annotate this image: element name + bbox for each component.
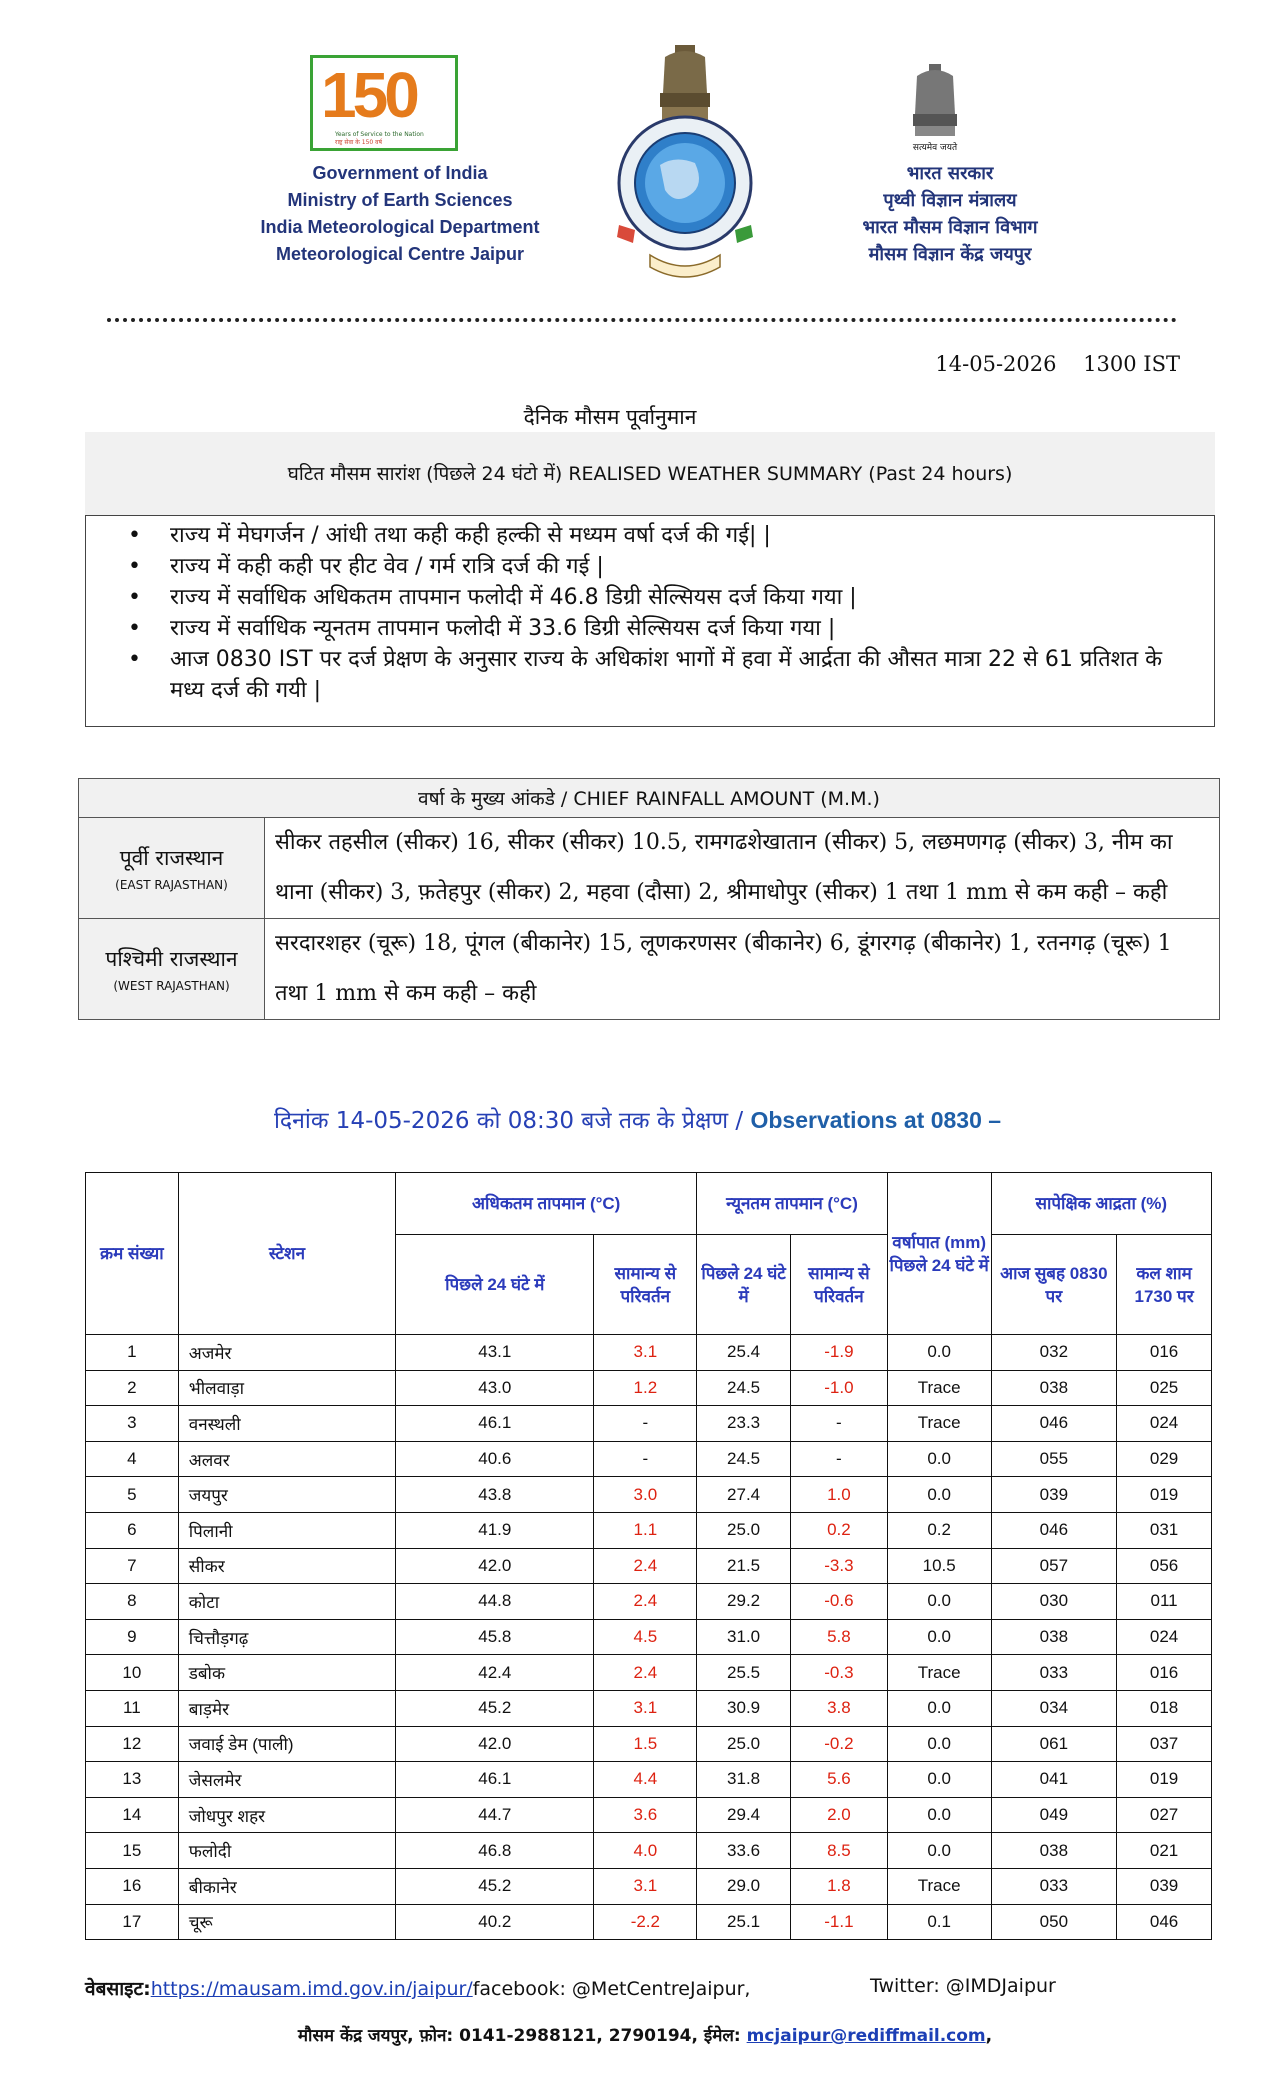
hindi-heading [800, 160, 1100, 268]
cell-min-departure: -0.6 [790, 1584, 887, 1620]
twitter-handle: Twitter: @IMDJaipur [870, 1975, 1056, 1997]
cell-rainfall: 0.0 [887, 1797, 991, 1833]
table-row [86, 1726, 1212, 1762]
cell-rainfall: 0.0 [887, 1477, 991, 1513]
col-sno: क्रम संख्या [86, 1173, 179, 1335]
cell-rh-0830: 050 [991, 1904, 1117, 1940]
cell-rainfall: 0.0 [887, 1762, 991, 1798]
cell-min-departure: -0.3 [790, 1655, 887, 1691]
cell-max-temp: 40.6 [396, 1441, 594, 1477]
bullet-icon: • [128, 647, 141, 672]
cell-max-temp: 45.8 [396, 1619, 594, 1655]
cell-max-departure: 1.2 [594, 1370, 697, 1406]
list-item: • आज 0830 IST पर दर्ज प्रेक्षण के अनुसार राज्य के अधिकांश भागों में हवा में आर्द्रता की औसत मात्रा 22 से 61 प्रतिशत के मध्य दर्ज की गयी | [120, 644, 1200, 706]
heading-line: Ministry of Earth Sciences [287, 190, 513, 210]
forecast-title: दैनिक मौसम पूर्वानुमान [523, 405, 697, 429]
cell-sno: 17 [86, 1904, 179, 1940]
cell-rh-1730: 024 [1117, 1619, 1212, 1655]
heading-line: मौसम विज्ञान केंद्र जयपुर [868, 244, 1032, 265]
cell-sno: 6 [86, 1512, 179, 1548]
col-max-temp: अधिकतम तापमान (°C) [396, 1173, 697, 1235]
cell-rainfall: 0.1 [887, 1904, 991, 1940]
imd-emblem-logo [605, 45, 765, 280]
cell-sno: 4 [86, 1441, 179, 1477]
cell-min-temp: 25.0 [697, 1512, 791, 1548]
cell-max-temp: 45.2 [396, 1690, 594, 1726]
region-west [79, 919, 265, 1020]
cell-station: भीलवाड़ा [178, 1370, 395, 1406]
imd-150-years-logo [310, 55, 458, 151]
cell-rh-1730: 021 [1117, 1833, 1212, 1869]
observations-title [100, 1103, 1175, 1135]
cell-rh-0830: 049 [991, 1797, 1117, 1833]
list-item: • राज्य में मेघगर्जन / आंधी तथा कही कही हल्की से मध्यम वर्षा दर्ज की गई| | [120, 520, 1200, 551]
cell-station: सीकर [178, 1548, 395, 1584]
heading-line: Government of India [312, 163, 488, 183]
website-link[interactable]: https://mausam.imd.gov.in/jaipur/ [150, 1978, 473, 2000]
cell-sno: 10 [86, 1655, 179, 1691]
contact-text: मौसम केंद्र जयपुर, फ़ोन: 0141-2988121, 2790194, ईमेल: [297, 2026, 747, 2046]
cell-min-temp: 25.5 [697, 1655, 791, 1691]
list-item: • राज्य में सर्वाधिक न्यूनतम तापमान फलोदी में 33.6 डिग्री सेल्सियस दर्ज किया गया | [120, 613, 1200, 644]
col-max-dep: सामान्य से परिवर्तन [594, 1235, 697, 1335]
cell-sno: 3 [86, 1406, 179, 1442]
cell-min-temp: 24.5 [697, 1370, 791, 1406]
table-row [86, 1655, 1212, 1691]
table-row [86, 1584, 1212, 1620]
dotted-divider [107, 318, 1177, 322]
cell-rainfall: 0.0 [887, 1584, 991, 1620]
cell-rh-0830: 038 [991, 1619, 1117, 1655]
cell-rh-0830: 046 [991, 1406, 1117, 1442]
cell-min-departure: 8.5 [790, 1833, 887, 1869]
cell-min-departure: 2.0 [790, 1797, 887, 1833]
cell-max-temp: 46.1 [396, 1406, 594, 1442]
cell-rainfall: Trace [887, 1370, 991, 1406]
contact-end: , [985, 2026, 993, 2046]
cell-min-departure: 0.2 [790, 1512, 887, 1548]
cell-station: चूरू [178, 1904, 395, 1940]
cell-sno: 16 [86, 1868, 179, 1904]
cell-rh-0830: 055 [991, 1441, 1117, 1477]
cell-max-departure: 4.0 [594, 1833, 697, 1869]
cell-sno: 11 [86, 1690, 179, 1726]
cell-station: डबोक [178, 1655, 395, 1691]
bullet-icon: • [128, 585, 141, 610]
cell-min-temp: 29.2 [697, 1584, 791, 1620]
cell-min-departure: 1.0 [790, 1477, 887, 1513]
cell-max-temp: 43.0 [396, 1370, 594, 1406]
cell-max-departure: 3.0 [594, 1477, 697, 1513]
observations-table [85, 1172, 1212, 1940]
heading-line: Meteorological Centre Jaipur [275, 244, 525, 264]
cell-max-temp: 44.8 [396, 1584, 594, 1620]
report-date: 14-05-2026 [935, 352, 1057, 376]
cell-min-temp: 21.5 [697, 1548, 791, 1584]
cell-min-departure: -1.1 [790, 1904, 887, 1940]
cell-rainfall: 0.0 [887, 1619, 991, 1655]
cell-min-temp: 29.0 [697, 1868, 791, 1904]
list-item: • राज्य में सर्वाधिक अधिकतम तापमान फलोदी में 46.8 डिग्री सेल्सियस दर्ज किया गया | [120, 582, 1200, 613]
cell-station: बीकानेर [178, 1868, 395, 1904]
cell-max-temp: 41.9 [396, 1512, 594, 1548]
cell-rh-0830: 032 [991, 1335, 1117, 1371]
cell-max-departure: 2.4 [594, 1655, 697, 1691]
cell-rainfall: 10.5 [887, 1548, 991, 1584]
report-date-time [930, 352, 1180, 376]
col-rh-today: आज सुबह 0830 पर [991, 1235, 1117, 1335]
cell-rh-1730: 056 [1117, 1548, 1212, 1584]
cell-min-temp: 31.8 [697, 1762, 791, 1798]
table-row [86, 1762, 1212, 1798]
table-row [86, 1548, 1212, 1584]
cell-max-departure: 3.6 [594, 1797, 697, 1833]
cell-max-departure: 1.5 [594, 1726, 697, 1762]
cell-min-departure: 5.8 [790, 1619, 887, 1655]
cell-rainfall: 0.0 [887, 1441, 991, 1477]
cell-station: पिलानी [178, 1512, 395, 1548]
region-east [79, 818, 265, 919]
cell-min-departure: -3.3 [790, 1548, 887, 1584]
english-heading [200, 160, 600, 268]
cell-station: अजमेर [178, 1335, 395, 1371]
cell-max-departure: 3.1 [594, 1335, 697, 1371]
col-min-temp: न्यूनतम तापमान (°C) [697, 1173, 888, 1235]
state-emblem-icon [905, 62, 965, 152]
observations-title-hindi: दिनांक 14-05-2026 को 08:30 बजे तक के प्रेक्षण / [273, 1108, 751, 1134]
cell-max-departure: -2.2 [594, 1904, 697, 1940]
rainfall-heading: वर्षा के मुख्य आंकडे / CHIEF RAINFALL AMOUNT (M.M.) [79, 779, 1220, 818]
facebook-handle: facebook: @MetCentreJaipur, [472, 1978, 751, 2000]
cell-rh-1730: 019 [1117, 1477, 1212, 1513]
col-min-dep: सामान्य से परिवर्तन [790, 1235, 887, 1335]
table-row [86, 1512, 1212, 1548]
cell-rh-0830: 033 [991, 1655, 1117, 1691]
cell-rainfall: Trace [887, 1406, 991, 1442]
region-east-rainfall: सीकर तहसील (सीकर) 16, सीकर (सीकर) 10.5, रामगढशेखातान (सीकर) 5, लछमणगढ़ (सीकर) 3, नीम का थाना (सीकर) 3, फ़तेहपुर (सीकर) 2, महवा (दौसा) 2, श्रीमाधोपुर (सीकर) 1 तथा 1 mm से कम कही – कही [265, 818, 1220, 919]
cell-max-temp: 43.1 [396, 1335, 594, 1371]
cell-min-temp: 25.1 [697, 1904, 791, 1940]
cell-rainfall: Trace [887, 1655, 991, 1691]
report-time: 1300 IST [1083, 352, 1180, 376]
cell-rh-0830: 039 [991, 1477, 1117, 1513]
cell-station: अलवर [178, 1441, 395, 1477]
cell-max-temp: 44.7 [396, 1797, 594, 1833]
heading-line: पृथ्वी विज्ञान मंत्रालय [883, 190, 1017, 211]
cell-sno: 14 [86, 1797, 179, 1833]
rainfall-table [78, 778, 1220, 1020]
cell-max-departure: - [594, 1406, 697, 1442]
cell-max-departure: 2.4 [594, 1584, 697, 1620]
table-row [86, 1335, 1212, 1371]
cell-min-temp: 31.0 [697, 1619, 791, 1655]
col-min-past: पिछले 24 घंटे में [697, 1235, 791, 1335]
heading-line: भारत मौसम विज्ञान विभाग [862, 217, 1038, 238]
table-row [86, 1370, 1212, 1406]
cell-station: वनस्थली [178, 1406, 395, 1442]
cell-min-departure: - [790, 1441, 887, 1477]
table-row [86, 1477, 1212, 1513]
heading-line: भारत सरकार [906, 163, 994, 184]
cell-max-temp: 43.8 [396, 1477, 594, 1513]
cell-station: फलोदी [178, 1833, 395, 1869]
cell-rh-1730: 019 [1117, 1762, 1212, 1798]
cell-station: जोधपुर शहर [178, 1797, 395, 1833]
region-name-en: (WEST RAJASTHAN) [113, 979, 230, 993]
cell-min-temp: 23.3 [697, 1406, 791, 1442]
cell-max-temp: 40.2 [396, 1904, 594, 1940]
cell-max-temp: 46.1 [396, 1762, 594, 1798]
bullet-icon: • [128, 554, 141, 579]
cell-max-departure: 3.1 [594, 1690, 697, 1726]
table-row [86, 1833, 1212, 1869]
table-row [86, 1441, 1212, 1477]
table-row [86, 1619, 1212, 1655]
table-row [86, 1406, 1212, 1442]
cell-max-departure: 2.4 [594, 1548, 697, 1584]
cell-rh-1730: 025 [1117, 1370, 1212, 1406]
cell-max-departure: 1.1 [594, 1512, 697, 1548]
cell-sno: 8 [86, 1584, 179, 1620]
cell-sno: 5 [86, 1477, 179, 1513]
cell-sno: 7 [86, 1548, 179, 1584]
cell-sno: 9 [86, 1619, 179, 1655]
table-row [86, 1904, 1212, 1940]
cell-max-departure: 4.4 [594, 1762, 697, 1798]
cell-min-temp: 29.4 [697, 1797, 791, 1833]
cell-rh-0830: 033 [991, 1868, 1117, 1904]
cell-min-temp: 27.4 [697, 1477, 791, 1513]
cell-min-departure: -0.2 [790, 1726, 887, 1762]
bullet-icon: • [128, 616, 141, 641]
cell-rh-1730: 018 [1117, 1690, 1212, 1726]
cell-max-temp: 46.8 [396, 1833, 594, 1869]
cell-rh-0830: 038 [991, 1370, 1117, 1406]
cell-station: जयपुर [178, 1477, 395, 1513]
summary-list [120, 520, 1200, 706]
cell-rh-0830: 038 [991, 1833, 1117, 1869]
cell-rainfall: 0.0 [887, 1690, 991, 1726]
cell-min-temp: 25.0 [697, 1726, 791, 1762]
footer-links [85, 1975, 1205, 2001]
cell-min-departure: 1.8 [790, 1868, 887, 1904]
cell-rh-0830: 030 [991, 1584, 1117, 1620]
col-max-past: पिछले 24 घंटे में [396, 1235, 594, 1335]
cell-sno: 15 [86, 1833, 179, 1869]
cell-rh-1730: 031 [1117, 1512, 1212, 1548]
cell-rh-1730: 029 [1117, 1441, 1212, 1477]
cell-rh-1730: 011 [1117, 1584, 1212, 1620]
region-name: पश्चिमी राजस्थान [105, 947, 238, 971]
cell-max-temp: 42.4 [396, 1655, 594, 1691]
cell-sno: 13 [86, 1762, 179, 1798]
cell-min-departure: -1.9 [790, 1335, 887, 1371]
cell-rh-0830: 034 [991, 1690, 1117, 1726]
cell-min-temp: 30.9 [697, 1690, 791, 1726]
cell-min-temp: 25.4 [697, 1335, 791, 1371]
cell-max-departure: 4.5 [594, 1619, 697, 1655]
cell-rh-0830: 046 [991, 1512, 1117, 1548]
cell-min-departure: -1.0 [790, 1370, 887, 1406]
col-humidity: सापेक्षिक आद्रता (%) [991, 1173, 1211, 1235]
cell-min-temp: 24.5 [697, 1441, 791, 1477]
footer-contact [85, 2023, 1205, 2046]
heading-line: India Meteorological Department [260, 217, 540, 237]
table-row [86, 1797, 1212, 1833]
cell-max-departure: 3.1 [594, 1868, 697, 1904]
cell-sno: 1 [86, 1335, 179, 1371]
cell-min-departure: 3.8 [790, 1690, 887, 1726]
cell-sno: 12 [86, 1726, 179, 1762]
cell-rh-1730: 024 [1117, 1406, 1212, 1442]
cell-station: बाड़मेर [178, 1690, 395, 1726]
cell-max-temp: 42.0 [396, 1548, 594, 1584]
cell-max-departure: - [594, 1441, 697, 1477]
observations-body [86, 1335, 1212, 1940]
cell-min-departure: - [790, 1406, 887, 1442]
ashoka-lions-icon [660, 45, 710, 121]
logo-150-tagline: Years of Service to the Nation [335, 131, 424, 138]
table-row [86, 1690, 1212, 1726]
region-name: पूर्वी राजस्थान [119, 846, 224, 870]
cell-rh-1730: 016 [1117, 1335, 1212, 1371]
cell-max-temp: 42.0 [396, 1726, 594, 1762]
email-link[interactable]: mcjaipur@rediffmail.com [746, 2026, 986, 2046]
list-item: • राज्य में कही कही पर हीट वेव / गर्म रात्रि दर्ज की गई | [120, 551, 1200, 582]
cell-rh-1730: 039 [1117, 1868, 1212, 1904]
cell-station: कोटा [178, 1584, 395, 1620]
region-west-rainfall: सरदारशहर (चूरू) 18, पूंगल (बीकानेर) 15, लूणकरणसर (बीकानेर) 6, डूंगरगढ़ (बीकानेर) 1, रतनगढ़ (चूरू) 1 तथा 1 mm से कम कही – कही [265, 919, 1220, 1020]
col-rainfall: वर्षापात (mm) पिछले 24 घंटे में [887, 1173, 991, 1335]
cell-rh-1730: 037 [1117, 1726, 1212, 1762]
region-name-en: (EAST RAJASTHAN) [115, 878, 228, 892]
cell-station: जवाई डेम (पाली) [178, 1726, 395, 1762]
table-row [86, 1868, 1212, 1904]
cell-rh-0830: 041 [991, 1762, 1117, 1798]
website-label: वेबसाइट: [85, 1978, 151, 2000]
cell-rh-0830: 061 [991, 1726, 1117, 1762]
cell-rainfall: 0.0 [887, 1335, 991, 1371]
cell-station: चित्तौड़गढ़ [178, 1619, 395, 1655]
cell-station: जेसलमेर [178, 1762, 395, 1798]
bullet-icon: • [128, 523, 141, 548]
cell-rainfall: Trace [887, 1868, 991, 1904]
logo-150-tagline-hindi: राष्ट्र सेवा के 150 वर्ष [335, 139, 382, 146]
logo-150-number: 150 [321, 59, 416, 131]
col-station: स्टेशन [178, 1173, 395, 1335]
cell-rh-0830: 057 [991, 1548, 1117, 1584]
cell-rh-1730: 046 [1117, 1904, 1212, 1940]
summary-heading: घटित मौसम सारांश (पिछले 24 घंटो में) REALISED WEATHER SUMMARY (Past 24 hours) [85, 432, 1215, 516]
cell-max-temp: 45.2 [396, 1868, 594, 1904]
cell-rainfall: 0.0 [887, 1833, 991, 1869]
emblem-motto: सत्यमेव जयते [912, 143, 958, 153]
col-rh-yest: कल शाम 1730 पर [1117, 1235, 1212, 1335]
cell-min-departure: 5.6 [790, 1762, 887, 1798]
cell-rainfall: 0.2 [887, 1512, 991, 1548]
cell-rh-1730: 016 [1117, 1655, 1212, 1691]
observations-title-english: Observations at 0830 – [750, 1107, 1002, 1133]
cell-rh-1730: 027 [1117, 1797, 1212, 1833]
cell-rainfall: 0.0 [887, 1726, 991, 1762]
cell-sno: 2 [86, 1370, 179, 1406]
cell-min-temp: 33.6 [697, 1833, 791, 1869]
